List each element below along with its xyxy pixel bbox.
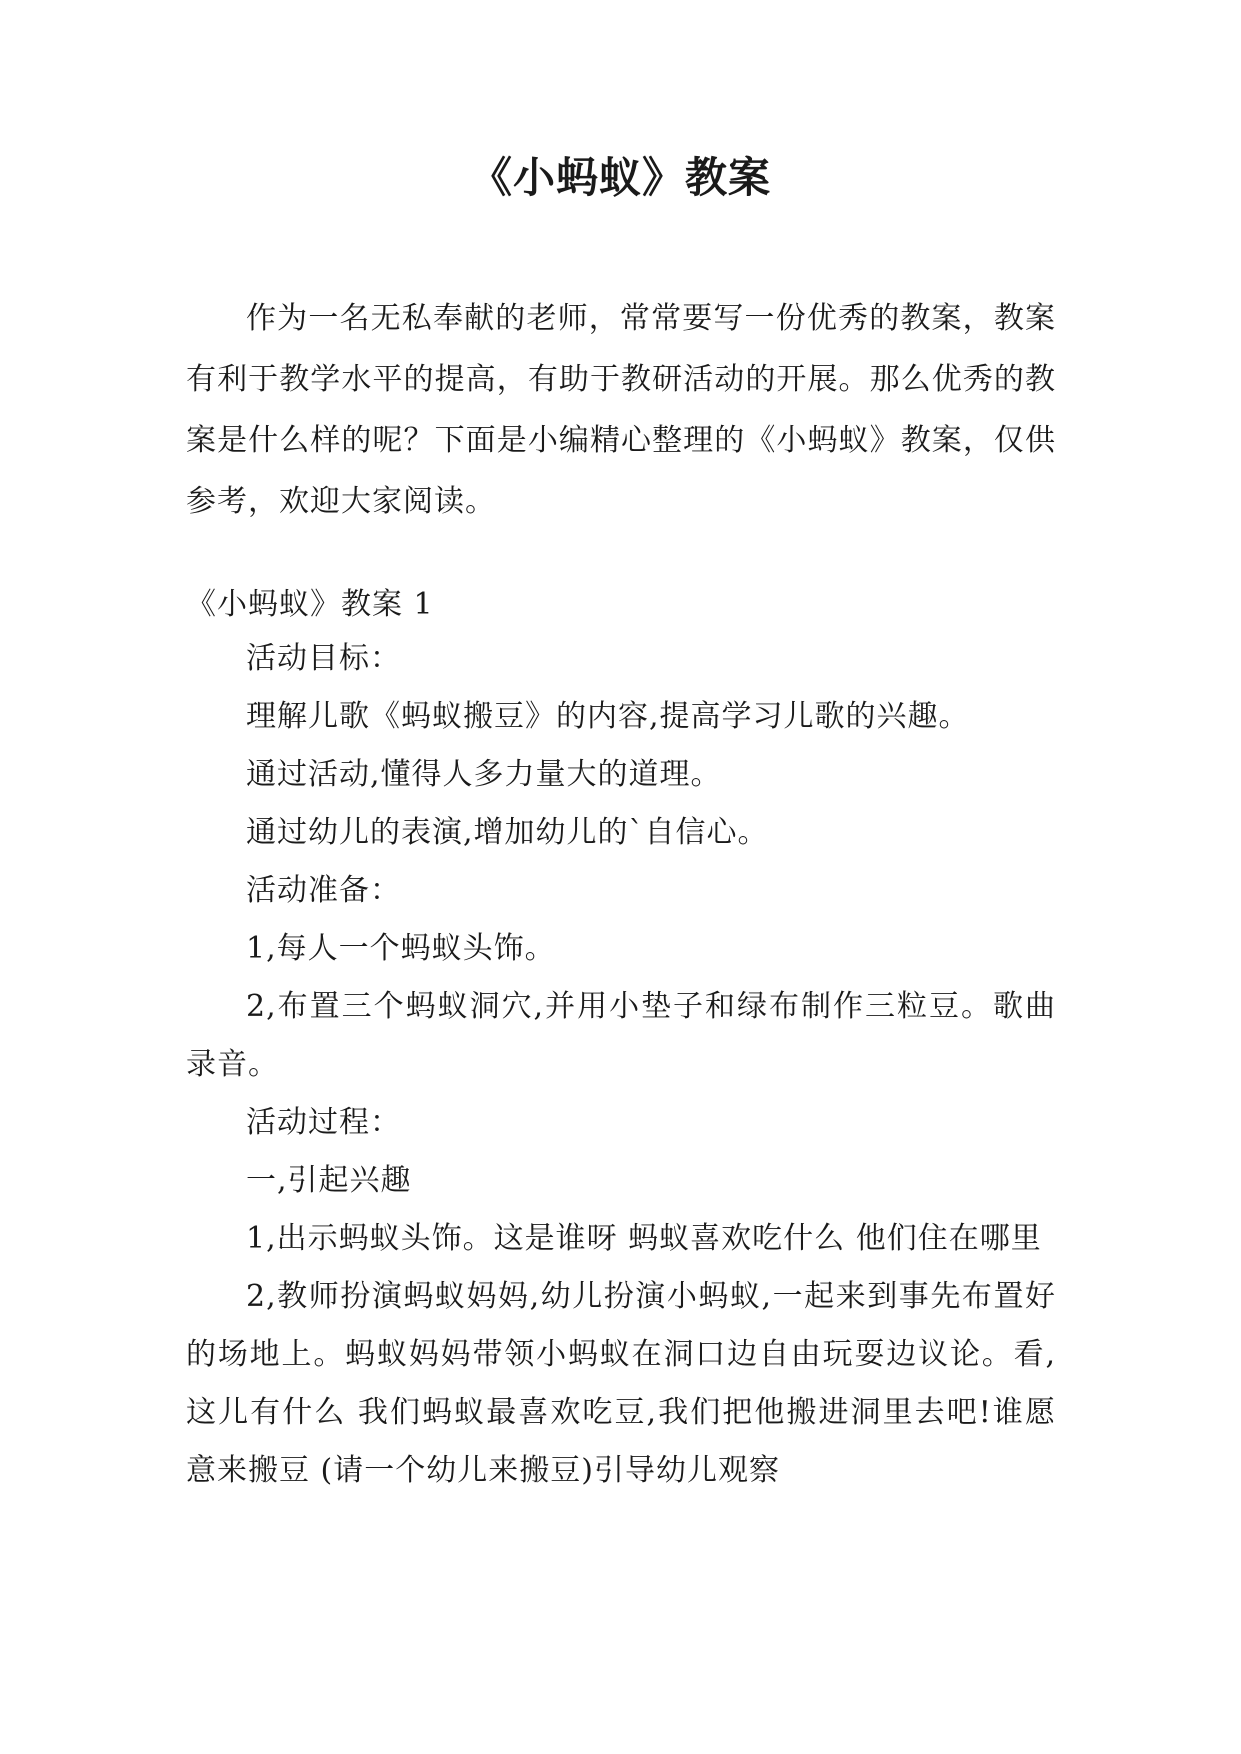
- preparation-item: 1,每人一个蚂蚁头饰。: [246, 931, 556, 966]
- process-heading: 活动过程：: [246, 1105, 401, 1140]
- goal-item: 通过幼儿的表演,增加幼儿的`自信心。: [246, 815, 769, 850]
- process-item: 2,教师扮演蚂蚁妈妈,幼儿扮演小蚂蚁,一起来到事先布置好的场地上。蚂蚁妈妈带领小蚂蚁在洞口边自由玩耍边议论。看,这儿有什么 我们蚂蚁最喜欢吃豆,我们把他搬进洞里去吧!谁愿意来搬豆 (请一个幼儿来搬豆)引导幼儿观察: [186, 1279, 1056, 1488]
- process-subheading: 一,引起兴趣: [246, 1163, 412, 1198]
- preparation-heading: 活动准备：: [246, 873, 401, 908]
- document-title: 《小蚂蚁》教案: [469, 153, 771, 202]
- goal-item: 理解儿歌《蚂蚁搬豆》的内容,提高学习儿歌的兴趣。: [246, 699, 970, 734]
- goals-heading: 活动目标：: [246, 641, 401, 676]
- process-item: 1,出示蚂蚁头饰。这是谁呀 蚂蚁喜欢吃什么 他们住在哪里: [246, 1221, 1042, 1256]
- preparation-item: 2,布置三个蚂蚁洞穴,并用小垫子和绿布制作三粒豆。歌曲录音。: [186, 989, 1056, 1082]
- section-heading: 《小蚂蚁》教案 1: [186, 587, 434, 622]
- document-body: [186, 580, 1056, 1500]
- goal-item: 通过活动,懂得人多力量大的道理。: [246, 757, 722, 792]
- intro-paragraph: 作为一名无私奉献的老师，常常要写一份优秀的教案，教案有利于教学水平的提高，有助于教研活动的开展。那么优秀的教案是什么样的呢？下面是小编精心整理的《小蚂蚁》教案，仅供参考，欢迎大家阅读。: [186, 301, 1056, 519]
